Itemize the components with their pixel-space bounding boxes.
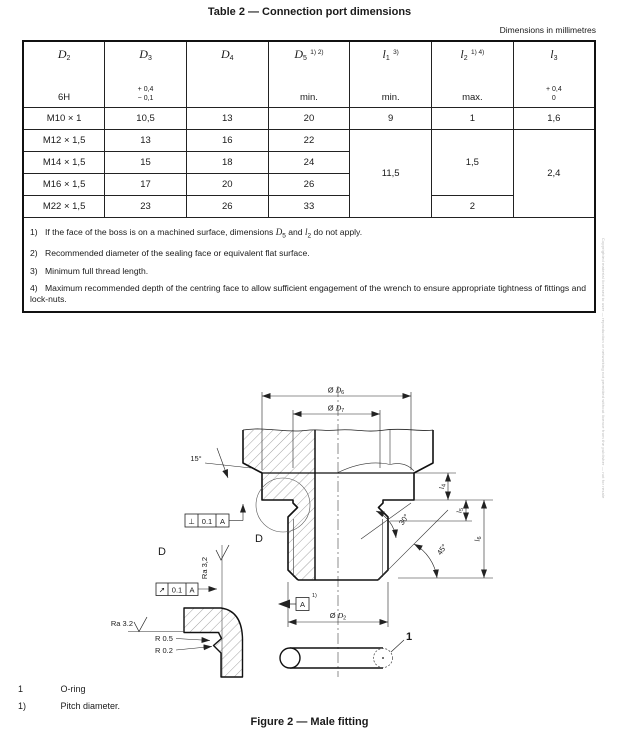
cell-d5: 22 (268, 130, 350, 152)
figure-2-drawing (100, 375, 525, 682)
table-title: Table 2 — Connection port dimensions (207, 6, 412, 18)
units-note: Dimensions in millimetres (499, 25, 596, 35)
fitting-section-view (243, 429, 448, 580)
table-row (23, 130, 595, 152)
legend-label: Pitch diameter. (60, 701, 121, 711)
footnote-2: 2) Recommended diameter of the sealing face or equivalent flat surface. (30, 247, 310, 258)
cell-d5: 26 (268, 174, 350, 196)
cell-d5: 20 (268, 108, 350, 130)
datum-superscript: 1) (312, 593, 317, 599)
footnotes (23, 218, 595, 312)
col-header-d4: $D_4$ (186, 41, 268, 108)
legend-item-2 (18, 701, 120, 711)
runout-frame (156, 583, 217, 596)
r05-label: R 0.5 (155, 634, 173, 643)
angle-45-arc (414, 544, 437, 578)
svg-text:A: A (219, 517, 226, 526)
cell-d3: 13 (105, 130, 187, 152)
cell-d3: 23 (105, 196, 187, 218)
figure-caption: Figure 2 — Male fitting (250, 716, 369, 728)
cell-d4: 18 (186, 152, 268, 174)
legend-key: 1) (18, 701, 27, 711)
perpendicularity-frame (185, 504, 243, 527)
cell-l1: 9 (350, 108, 432, 130)
cell-thread: M22 × 1,5 (23, 196, 105, 218)
svg-text:A: A (189, 585, 195, 595)
legend-item-1 (18, 684, 86, 694)
col-header-d2: $D_2$ 6H (23, 41, 105, 108)
dimension-l4 (414, 473, 493, 500)
cell-l2: 2 (432, 196, 514, 218)
cell-d3: 15 (105, 152, 187, 174)
cell-l3: 1,6 (513, 108, 595, 130)
perpendicularity-icon: ⊥ (188, 517, 195, 526)
angle-45-label: 45° (435, 542, 449, 557)
o-ring-drawing (280, 631, 412, 668)
r02-label: R 0.2 (155, 646, 173, 655)
dim-l6-label: $l_6$ (472, 536, 483, 542)
detail-d-callout: D (255, 533, 263, 545)
angle-15-label: 15° (190, 454, 202, 463)
svg-text:A: A (299, 600, 306, 609)
col-header-l2: $l_2$ $^{1) 4)}$ max. (432, 41, 514, 108)
cell-d4: 13 (186, 108, 268, 130)
dim-d2-label: Ø $D_2$ (329, 611, 347, 622)
col-header-d5: $D_5$ $^{1) 2)}$ min. (268, 41, 350, 108)
dim-d7-label: Ø $D_7$ (327, 403, 345, 414)
cell-thread: M10 × 1 (23, 108, 105, 130)
footnote-3: 3) Minimum full thread length. (30, 265, 149, 276)
cell-thread: M16 × 1,5 (23, 174, 105, 196)
table-row (23, 108, 595, 130)
dim-l4-label: $l_4$ (437, 483, 448, 490)
ra-detail-label: Ra 3.2 (110, 619, 133, 628)
footnotes-row (23, 218, 595, 312)
cell-l1-merged: 11,5 (350, 130, 432, 218)
cell-d5: 24 (268, 152, 350, 174)
dim-d6-label: Ø $D_6$ (327, 385, 345, 396)
cell-thread: M14 × 1,5 (23, 152, 105, 174)
col-header-d3: $D_3$ + 0,4 − 0,1 (105, 41, 187, 108)
detail-view-d (111, 546, 243, 677)
footnote-1: 1) If the face of the boss is on a machined surface, dimensions $D_5$ and $l_2$ do not apply. (30, 227, 363, 240)
detail-view-title: D (158, 546, 166, 558)
cell-d3: 17 (105, 174, 187, 196)
cell-d3: 10,5 (105, 108, 187, 130)
cell-d5: 33 (268, 196, 350, 218)
cell-d4: 26 (186, 196, 268, 218)
connection-port-dimensions-table (22, 40, 596, 313)
cell-l2: 1 (432, 108, 514, 130)
col-header-l3: $l_3$ + 0,4 0 (513, 41, 595, 108)
datum-a-flag (278, 593, 317, 611)
cell-thread: M12 × 1,5 (23, 130, 105, 152)
dim-l5-label: $l_5$ (454, 507, 465, 514)
svg-text:Ra 3,2: Ra 3,2 (200, 556, 209, 580)
license-watermark: Copyrighted material licensed to user — reproduction or networking not permitted without licence from the publisher — not for resale (601, 238, 606, 499)
table-header-row (23, 41, 595, 108)
svg-text:0.1: 0.1 (201, 517, 213, 526)
angle-30-label: 30° (397, 512, 411, 527)
legend-label: O-ring (60, 684, 86, 694)
legend-key: 1 (18, 684, 24, 694)
runout-icon: ↗ (158, 585, 166, 595)
o-ring-item-number: 1 (406, 631, 413, 643)
cell-d4: 20 (186, 174, 268, 196)
col-header-l1: $l_1$ $^{3)}$ min. (350, 41, 432, 108)
cell-l3-merged: 2,4 (513, 130, 595, 218)
cell-l2-merged: 1,5 (432, 130, 514, 196)
table-row (23, 196, 595, 218)
cell-d4: 16 (186, 130, 268, 152)
footnote-4: 4) Maximum recommended depth of the centring face to allow sufficient engagement of the wrench to ensure appropriate tightness of fittings and lock-nuts. (30, 283, 586, 305)
svg-text:0.1: 0.1 (171, 585, 183, 595)
